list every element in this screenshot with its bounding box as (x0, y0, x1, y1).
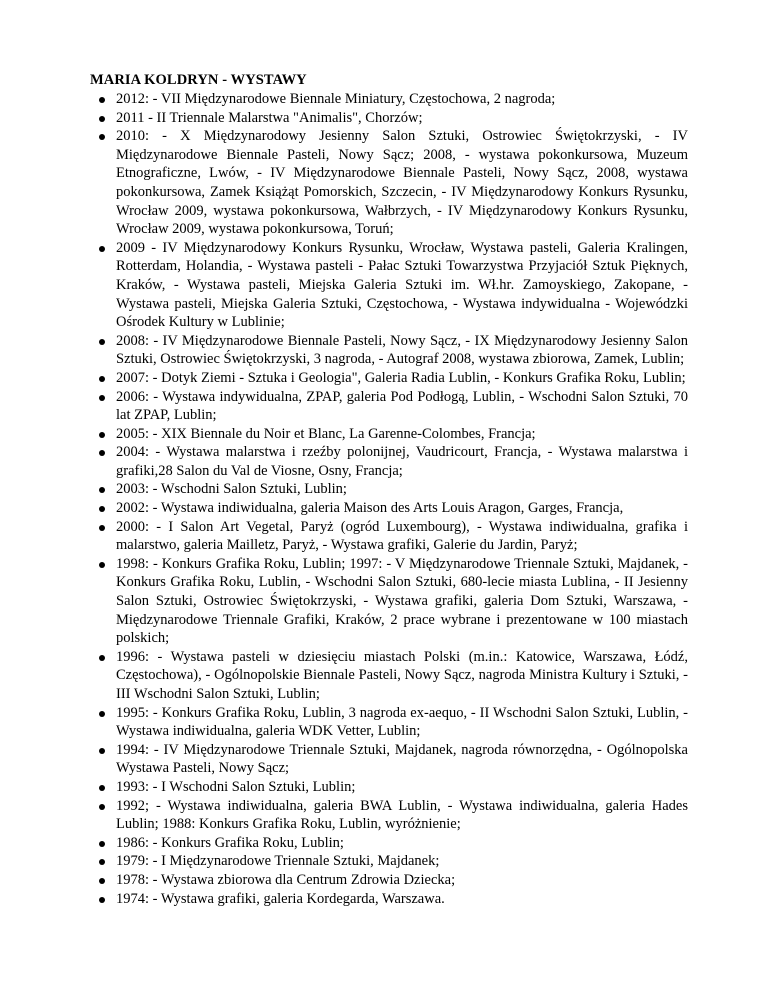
list-item-text: 2010: - X Międzynarodowy Jesienny Salon Sztuki, Ostrowiec Świętokrzyski, - IV Międzynarodowe Biennale Pasteli, Nowy Sącz; 2008, - wystawa pokonkursowa, Muzeum Etnograficzne, Lwów, - IV Międzynarodowe Biennale Pasteli, Nowy Sącz, 2008, wystawa pokonkursowa, Zamek Książąt Pomorskich, Szczecin, - IV Międzynarodowy Konkurs Rysunku, Wrocław 2009, wystawa pokonkursowa, Wałbrzych, - IV Międzynarodowy Konkurs Rysunku, Wrocław 2009, wystawa pokonkursowa, Toruń; (116, 128, 688, 238)
list-item-text: 1974: - Wystawa grafiki, galeria Kordegarda, Warszawa. (116, 890, 445, 907)
list-item-text: 1998: - Konkurs Grafika Roku, Lublin; 1997: - V Międzynarodowe Triennale Sztuki, Majdanek, - Konkurs Grafika Roku, Lublin, - Wschodni Salon Sztuki, 680-lecie miasta Lublina, - II Jesienny Salon Sztuki, Ostrowiec Świętokrzyski, - Wystawa grafiki, galeria Dom Sztuki, Warszawa, - Międzynarodowe Triennale Grafiki, Kraków, 2 prace wybrane i prezentowane w 100 miastach polskich; (116, 555, 688, 647)
list-item-text: 2002: - Wystawa indiwidualna, galeria Maison des Arts Louis Aragon, Garges, Francja, (116, 500, 624, 517)
bullet-icon (99, 116, 105, 122)
bullet-icon (99, 562, 105, 568)
list-item (90, 90, 688, 109)
bullet-icon (99, 525, 105, 531)
bullet-icon (99, 841, 105, 847)
list-item (90, 518, 688, 555)
list-item-text: 2008: - IV Międzynarodowe Biennale Pasteli, Nowy Sącz, - IX Międzynarodowy Jesienny Salon Sztuki, Ostrowiec Świętokrzyski, 3 nagroda, - Autograf 2008, wystawa zbiorowa, Zamek, Lublin; (116, 332, 688, 368)
list-item (90, 871, 688, 890)
list-item (90, 834, 688, 853)
list-item (90, 388, 688, 425)
bullet-icon (99, 711, 105, 717)
bullet-icon (99, 246, 105, 252)
bullet-icon (99, 339, 105, 345)
list-item (90, 480, 688, 499)
list-item (90, 741, 688, 778)
bullet-icon (99, 804, 105, 810)
list-item-text: 1994: - IV Międzynarodowe Triennale Sztuki, Majdanek, nagroda równorzędna, - Ogólnopolska Wystawa Pasteli, Nowy Sącz; (116, 741, 688, 777)
list-item-text: 2012: - VII Międzynarodowe Biennale Miniatury, Częstochowa, 2 nagroda; (116, 91, 556, 107)
list-item (90, 555, 688, 648)
list-item (90, 127, 688, 239)
list-item (90, 369, 688, 388)
list-item (90, 239, 688, 332)
list-item-text: 2004: - Wystawa malarstwa i rzeźby polonijnej, Vaudricourt, Francja, - Wystawa malarstwa i grafiki,28 Salon du Val de Viosne, Osny, Francja; (116, 444, 688, 479)
bullet-icon (99, 859, 105, 865)
bullet-icon (99, 487, 105, 493)
bullet-icon (99, 376, 105, 382)
list-item (90, 704, 688, 741)
bullet-icon (99, 450, 105, 456)
list-item-text: 1995: - Konkurs Grafika Roku, Lublin, 3 nagroda ex-aequo, - II Wschodni Salon Sztuki, Lublin, - Wystawa indiwidualna, galeria WDK Vetter, Lublin; (116, 704, 688, 740)
bullet-icon (99, 878, 105, 884)
list-item (90, 425, 688, 444)
bullet-icon (99, 97, 105, 103)
list-item (90, 499, 688, 518)
exhibition-list (90, 90, 688, 908)
document-title: MARIA KOLDRYN - WYSTAWY (90, 72, 307, 88)
list-item-text: 2005: - XIX Biennale du Noir et Blanc, La Garenne-Colombes, Francja; (116, 425, 536, 442)
list-item-text: 1996: - Wystawa pasteli w dziesięciu miastach Polski (m.in.: Katowice, Warszawa, Łódź, Częstochowa), - Ogólnopolskie Biennale Pasteli, Nowy Sącz, nagroda Ministra Kultury i Sztuki, - III Wschodni Salon Sztuki, Lublin; (116, 648, 688, 702)
bullet-icon (99, 395, 105, 401)
bullet-icon (99, 134, 105, 140)
list-item (90, 778, 688, 797)
bullet-icon (99, 655, 105, 661)
list-item (90, 332, 688, 369)
list-item-text: 1986: - Konkurs Grafika Roku, Lublin; (116, 834, 344, 851)
list-item-text: 2009 - IV Międzynarodowy Konkurs Rysunku, Wrocław, Wystawa pasteli, Galeria Kralingen, Rotterdam, Holandia, - Wystawa pasteli - Pałac Sztuki Towarzystwa Przyjaciół Sztuk Pięknych, Kraków, - Wystawa pasteli, Miejska Galeria Sztuki im. Wł.hr. Zamoyskiego, Zakopane, - Wystawa pasteli, Miejska Galeria Sztuki, Częstochowa, - Wystawa indywidualna - Wojewódzki Ośrodek Kultury w Lublinie; (116, 239, 688, 331)
list-item (90, 109, 688, 128)
list-item-text: 1992; - Wystawa indiwidualna, galeria BWA Lublin, - Wystawa indiwidualna, galeria Hades Lublin; 1988: Konkurs Grafika Roku, Lublin, wyróżnienie; (116, 797, 688, 833)
list-item (90, 890, 688, 909)
list-item (90, 852, 688, 871)
list-item-text: 2003: - Wschodni Salon Sztuki, Lublin; (116, 481, 347, 498)
bullet-icon (99, 432, 105, 438)
list-item-text: 2007: - Dotyk Ziemi - Sztuka i Geologia", Galeria Radia Lublin, - Konkurs Grafika Roku, Lublin; (116, 369, 686, 386)
list-item-text: 1979: - I Międzynarodowe Triennale Sztuki, Majdanek; (116, 853, 440, 870)
list-item (90, 648, 688, 704)
list-item-text: 1978: - Wystawa zbiorowa dla Centrum Zdrowia Dziecka; (116, 871, 456, 888)
bullet-icon (99, 897, 105, 903)
list-item-text: 1993: - I Wschodni Salon Sztuki, Lublin; (116, 778, 356, 795)
bullet-icon (99, 785, 105, 791)
bullet-icon (99, 748, 105, 754)
list-item-text: 2000: - I Salon Art Vegetal, Paryż (ogród Luxembourg), - Wystawa indiwidualna, grafika i malarstwo, galeria Mailletz, Paryż, - Wystawa grafiki, Galerie du Jardin, Paryż; (116, 518, 688, 554)
list-item-text: 2006: - Wystawa indywidualna, ZPAP, galeria Pod Podłogą, Lublin, - Wschodni Salon Sztuki, 70 lat ZPAP, Lublin; (116, 388, 688, 424)
list-item (90, 797, 688, 834)
bullet-icon (99, 506, 105, 512)
document-page (90, 70, 688, 908)
list-item (90, 443, 688, 480)
list-item-text: 2011 - II Triennale Malarstwa "Animalis", Chorzów; (116, 109, 423, 126)
